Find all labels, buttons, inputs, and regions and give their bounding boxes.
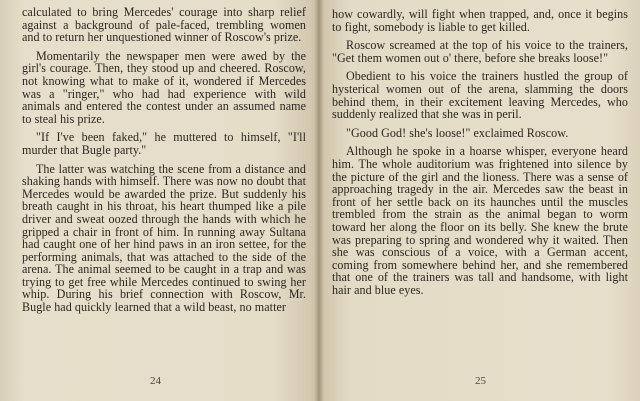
book-gutter [314, 0, 324, 401]
right-page-number: 25 [475, 375, 486, 387]
left-page [0, 0, 318, 401]
right-paragraph-1: how cowardly, will fight when trapped, and, once it begins to fight, somebody is liable to get killed. [332, 7, 628, 34]
left-paragraph-1: calculated to bring Mercedes' courage into sharp relief against a background of pale-faced, trembling women and to return her unquestioned winner of Roscow's prize. [22, 5, 306, 45]
right-paragraph-4: "Good God! she's loose!" exclaimed Roscow. [346, 125, 569, 140]
left-paragraph-2: Momentarily the newspaper men were awed by the girl's courage. Then, they stood up and cheered. Roscow, not knowing what to make of it, wondered if Mercedes was a "ringer," who had had experience with wild animals and entered the contest under an assumed name to steal his prize. [22, 48, 306, 126]
right-page [318, 0, 640, 401]
left-paragraph-3: "If I've been faked," he muttered to himself, "I'll murder that Bugle party." [22, 130, 306, 157]
right-paragraph-3: Obedient to his voice the trainers hustled the group of hysterical women out of the arena, slamming the doors behind them, in their excitement leaving Mercedes, who suddenly realized that she was in peril. [332, 69, 628, 122]
right-paragraph-2: Roscow screamed at the top of his voice to the trainers, "Get them women out o' there, before she breaks loose!" [332, 38, 628, 65]
right-paragraph-5: Although he spoke in a hoarse whisper, everyone heard him. The whole auditorium was frightened into silence by the picture of the girl and the lioness. There was a sense of approaching tragedy in the air. Mercedes saw the beast in front of her settle back on its haunches until the muscles trembled from the strain as the animal began to worm toward her along the floor on its belly. She knew the brute was preparing to spring and wondered why it waited. Then she was conscious of a voice, with a German accent, coming from somewhere behind her, and she remembered that one of the trainers was tall and handsome, with light hair and blue eyes. [332, 144, 628, 297]
left-page-number: 24 [150, 375, 161, 387]
left-paragraph-4: The latter was watching the scene from a distance and shaking hands with himself. There was now no doubt that Mercedes would be awarded the prize. But suddenly his breath caught in his throat, his heart thumped like a pile driver and sweat oozed through the hands with which he gripped a chair in front of him. In running away Sultana had caught one of her hind paws in an iron settee, for the performing animals, that was attached to the side of the arena. The animal seemed to be caught in a trap and was trying to get free while Mercedes continued to swing her whip. During his brief connection with Roscow, Mr. Bugle had quickly learned that a wild beast, no matter [22, 161, 306, 315]
